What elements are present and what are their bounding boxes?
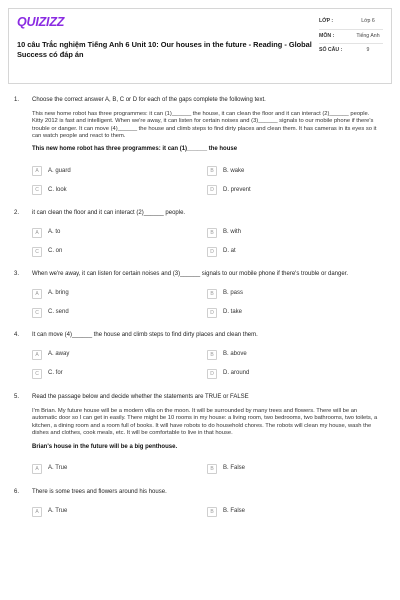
question-text: When we're away, it can listen for certain noises and (3)______ signals to our mobile phone if there's trouble or danger. (32, 271, 349, 278)
question-number: 1. (14, 97, 20, 103)
question-4 (14, 332, 382, 379)
option-text: C. look (48, 186, 67, 193)
option-b[interactable] (207, 289, 382, 299)
option-text: C. for (48, 370, 63, 377)
option-letter: C (32, 247, 42, 257)
option-text: B. above (223, 351, 247, 358)
meta-value: 9 (366, 47, 370, 53)
option-text: A. to (48, 229, 61, 236)
option-text: A. bring (48, 290, 69, 297)
option-letter: D (207, 369, 217, 379)
question-1 (14, 97, 382, 195)
option-b[interactable] (207, 166, 382, 176)
option-c[interactable] (32, 308, 207, 318)
option-letter: D (207, 247, 217, 257)
option-text: D. take (223, 309, 243, 316)
option-c[interactable] (32, 185, 207, 195)
option-letter: D (207, 185, 217, 195)
option-text: A. True (48, 465, 68, 472)
answer-options (32, 166, 382, 195)
option-d[interactable] (207, 247, 382, 257)
meta-row-count (319, 44, 383, 58)
meta-table (319, 15, 383, 58)
question-prompt: This new home robot has three programmes: it can (1)______ the house (32, 145, 238, 152)
question-text: Read the passage below and decide whether the statements are TRUE or FALSE (32, 393, 249, 400)
question-number: 4. (14, 332, 20, 339)
answer-options (32, 464, 382, 474)
option-a[interactable] (32, 289, 207, 299)
question-5 (14, 394, 382, 474)
option-a[interactable] (32, 350, 207, 360)
option-text: A. guard (48, 167, 71, 174)
option-text: A. True (48, 508, 68, 515)
question-number: 2. (14, 210, 20, 217)
option-text: B. False (223, 508, 246, 515)
answer-options (32, 289, 382, 318)
option-text: A. away (48, 351, 70, 358)
option-d[interactable] (207, 369, 382, 379)
option-b[interactable] (207, 228, 382, 238)
question-6 (14, 489, 382, 517)
option-a[interactable] (32, 228, 207, 238)
meta-key: SỐ CÂU : (319, 47, 343, 53)
option-letter: C (32, 369, 42, 379)
meta-key: LỚP : (319, 18, 334, 24)
option-text: D. at (223, 248, 236, 255)
option-letter: B (207, 464, 217, 474)
question-text: It can move (4)______ the house and climb steps to find dirty places and clean them. (32, 332, 258, 339)
reading-passage: I'm Brian. My future house will be a modern villa on the moon. It will be surrounded by many trees and flowers. There will be an automatic door so I can get in easily. There might be 10 rooms in my house: a living room, two bedrooms, two bathrooms, two toilets, a kitchen, a dining room and a room full of books. It will have robots to do household chores. The robots will clean my house, wash the dishes and clothes, cook meals, etc. It will be comfortable to live in that house. (32, 407, 378, 437)
option-b[interactable] (207, 350, 382, 360)
option-letter: A (32, 228, 42, 238)
option-d[interactable] (207, 185, 382, 195)
question-number: 3. (14, 271, 20, 278)
option-d[interactable] (207, 308, 382, 318)
option-letter: A (32, 464, 42, 474)
option-text: B. wake (223, 167, 245, 174)
question-3 (14, 271, 382, 318)
option-c[interactable] (32, 369, 207, 379)
question-text: Choose the correct answer A, B, C or D for each of the gaps complete the following text. (32, 97, 266, 103)
question-number: 6. (14, 489, 20, 496)
option-letter: C (32, 308, 42, 318)
quizizz-logo: QUIZIZZ (17, 15, 65, 29)
meta-row-subject (319, 30, 383, 45)
option-b[interactable] (207, 507, 382, 517)
question-list (8, 97, 392, 517)
meta-key: MÔN : (319, 32, 335, 39)
worksheet-title: 10 câu Trắc nghiệm Tiếng Anh 6 Unit 10: Our houses in the future - Reading - Global Success có đáp án (17, 39, 312, 59)
option-letter: D (207, 308, 217, 318)
option-letter: B (207, 228, 217, 238)
option-letter: B (207, 289, 217, 299)
option-letter: B (207, 166, 217, 176)
option-a[interactable] (32, 464, 207, 474)
option-text: C. send (48, 309, 69, 316)
answer-options (32, 350, 382, 379)
answer-options (32, 228, 382, 257)
question-2 (14, 210, 382, 257)
option-text: C. on (48, 248, 63, 255)
answer-options (32, 507, 382, 517)
option-text: B. pass (223, 290, 244, 297)
option-letter: A (32, 289, 42, 299)
option-text: B. with (223, 229, 242, 236)
option-b[interactable] (207, 464, 382, 474)
question-number: 5. (14, 393, 20, 400)
option-letter: C (32, 185, 42, 195)
option-c[interactable] (32, 247, 207, 257)
meta-value: Tiếng Anh (356, 32, 380, 39)
reading-passage: This new home robot has three programmes: it can (1)______ the house, it can clean the floor and it can interact (2)______ people. Kitty 2012 is fast and intelligent. When we're away, it can listen for certain noises and (3)______ signals to our mobile phone if there's trouble or danger. It can move (4)______ the house and climb steps to find dirty places and clean them. It has cameras in its eyes so it can watch people and react to them. (32, 110, 377, 140)
option-letter: B (207, 350, 217, 360)
option-text: D. around (223, 370, 250, 377)
question-text: it can clean the floor and it can interact (2)______ people. (32, 210, 186, 217)
worksheet-header (8, 8, 392, 84)
meta-value: Lớp 6 (361, 18, 375, 24)
option-a[interactable] (32, 507, 207, 517)
option-letter: A (32, 350, 42, 360)
question-prompt: Brian's house in the future will be a big penthouse. (32, 443, 178, 450)
option-letter: A (32, 166, 42, 176)
option-letter: A (32, 507, 42, 517)
option-text: B. False (223, 465, 246, 472)
option-text: D. prevent (223, 186, 251, 193)
meta-row-class (319, 15, 383, 30)
option-letter: B (207, 507, 217, 517)
question-text: There is some trees and flowers around his house. (32, 489, 167, 496)
option-a[interactable] (32, 166, 207, 176)
